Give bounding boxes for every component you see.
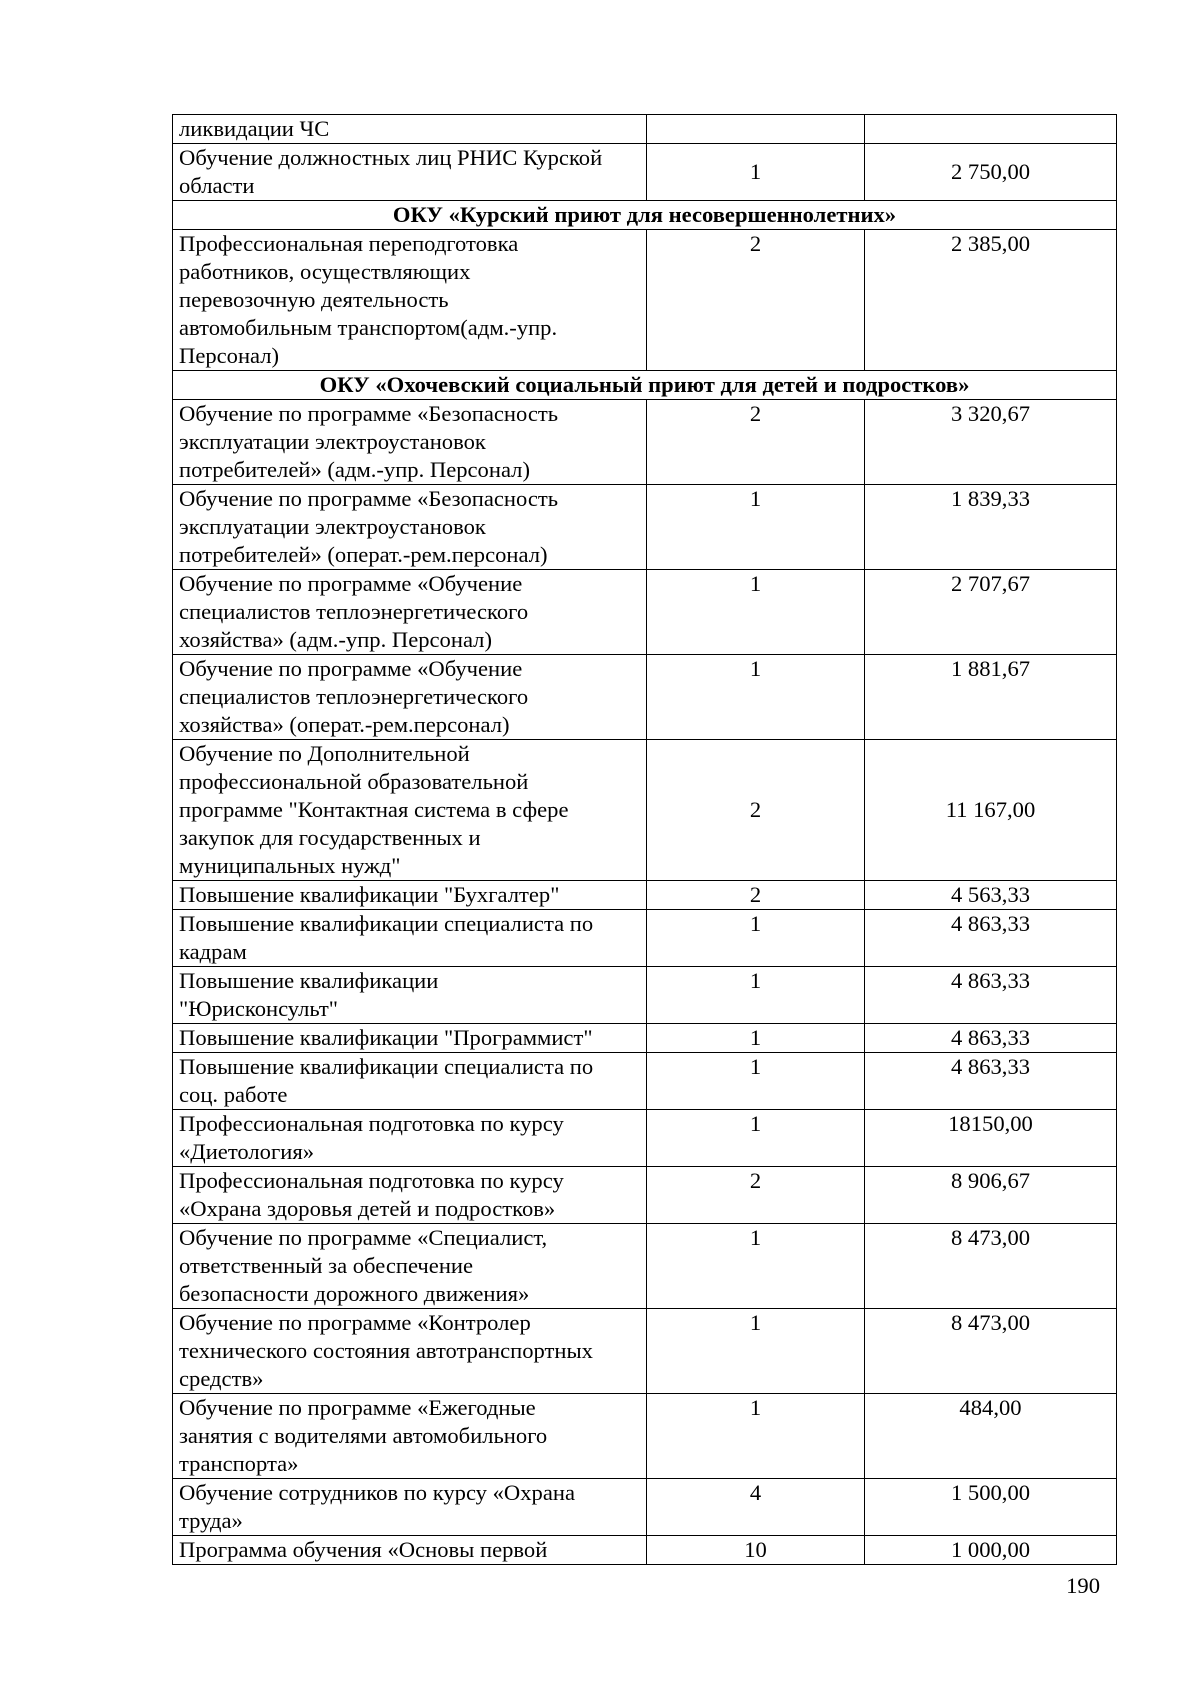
cost-cell: 4 863,33 xyxy=(865,967,1117,1024)
table-row xyxy=(173,1479,1117,1536)
cost-cell: 18150,00 xyxy=(865,1110,1117,1167)
cost-cell: 2 750,00 xyxy=(865,144,1117,201)
table-row xyxy=(173,740,1117,881)
section-title: ОКУ «Курский приют для несовершеннолетних» xyxy=(173,201,1117,230)
participant-count-cell: 1 xyxy=(647,1394,865,1479)
course-name-cell: Обучение должностных лиц РНИС Курской области xyxy=(173,144,647,201)
participant-count-cell: 2 xyxy=(647,881,865,910)
course-name-cell: Обучение по программе «Ежегодные занятия с водителями автомобильного транспорта» xyxy=(173,1394,647,1479)
table-row xyxy=(173,144,1117,201)
course-name-cell: ликвидации ЧС xyxy=(173,115,647,144)
course-name-cell: Обучение по программе «Безопасность эксплуатации электроустановок потребителей» (операт.-рем.персонал) xyxy=(173,485,647,570)
table-row xyxy=(173,655,1117,740)
cost-cell: 1 500,00 xyxy=(865,1479,1117,1536)
course-name-cell: Обучение сотрудников по курсу «Охрана труда» xyxy=(173,1479,647,1536)
participant-count-cell: 1 xyxy=(647,1309,865,1394)
course-name-cell: Обучение по программе «Контролер технического состояния автотранспортных средств» xyxy=(173,1309,647,1394)
cost-cell: 4 863,33 xyxy=(865,910,1117,967)
table-row xyxy=(173,967,1117,1024)
table-row xyxy=(173,1053,1117,1110)
participant-count-cell: 4 xyxy=(647,1479,865,1536)
participant-count-cell: 1 xyxy=(647,655,865,740)
participant-count-cell: 1 xyxy=(647,1224,865,1309)
course-name-cell: Обучение по программе «Специалист, ответственный за обеспечение безопасности дорожного движения» xyxy=(173,1224,647,1309)
table-row xyxy=(173,230,1117,371)
course-name-cell: Повышение квалификации "Программист" xyxy=(173,1024,647,1053)
course-name-cell: Повышение квалификации специалиста по кадрам xyxy=(173,910,647,967)
participant-count-cell: 10 xyxy=(647,1536,865,1565)
participant-count-cell xyxy=(647,115,865,144)
table-row xyxy=(173,400,1117,485)
table-row xyxy=(173,1394,1117,1479)
table-row xyxy=(173,1024,1117,1053)
cost-cell: 3 320,67 xyxy=(865,400,1117,485)
course-name-cell: Обучение по Дополнительной профессиональной образовательной программе "Контактная система в сфере закупок для государственных и муниципальных нужд" xyxy=(173,740,647,881)
course-name-cell: Профессиональная подготовка по курсу «Диетология» xyxy=(173,1110,647,1167)
section-title: ОКУ «Охочевский социальный приют для детей и подростков» xyxy=(173,371,1117,400)
cost-cell: 2 707,67 xyxy=(865,570,1117,655)
table-row xyxy=(173,1110,1117,1167)
participant-count-cell: 1 xyxy=(647,1024,865,1053)
cost-cell: 8 473,00 xyxy=(865,1309,1117,1394)
cost-cell: 1 839,33 xyxy=(865,485,1117,570)
cost-cell: 11 167,00 xyxy=(865,740,1117,881)
table-row xyxy=(173,1536,1117,1565)
course-name-cell: Профессиональная переподготовка работников, осуществляющих перевозочную деятельность автомобильным транспортом(адм.-упр. Персонал) xyxy=(173,230,647,371)
training-costs-table xyxy=(172,114,1117,1565)
table-row xyxy=(173,485,1117,570)
course-name-cell: Обучение по программе «Обучение специалистов теплоэнергетического хозяйства» (операт.-рем.персонал) xyxy=(173,655,647,740)
cost-cell: 1 000,00 xyxy=(865,1536,1117,1565)
participant-count-cell: 1 xyxy=(647,910,865,967)
participant-count-cell: 1 xyxy=(647,570,865,655)
section-header-row xyxy=(173,201,1117,230)
cost-cell: 484,00 xyxy=(865,1394,1117,1479)
table-row xyxy=(173,1167,1117,1224)
participant-count-cell: 1 xyxy=(647,1110,865,1167)
table-body xyxy=(173,115,1117,1565)
table-row xyxy=(173,910,1117,967)
course-name-cell: Программа обучения «Основы первой xyxy=(173,1536,647,1565)
participant-count-cell: 2 xyxy=(647,400,865,485)
cost-cell: 2 385,00 xyxy=(865,230,1117,371)
participant-count-cell: 1 xyxy=(647,967,865,1024)
course-name-cell: Повышение квалификации "Юрисконсульт" xyxy=(173,967,647,1024)
course-name-cell: Повышение квалификации "Бухгалтер" xyxy=(173,881,647,910)
cost-cell: 8 473,00 xyxy=(865,1224,1117,1309)
participant-count-cell: 1 xyxy=(647,1053,865,1110)
cost-cell: 1 881,67 xyxy=(865,655,1117,740)
cost-cell: 4 863,33 xyxy=(865,1053,1117,1110)
participant-count-cell: 1 xyxy=(647,485,865,570)
cost-cell xyxy=(865,115,1117,144)
table-row xyxy=(173,881,1117,910)
course-name-cell: Обучение по программе «Обучение специалистов теплоэнергетического хозяйства» (адм.-упр. Персонал) xyxy=(173,570,647,655)
cost-cell: 4 563,33 xyxy=(865,881,1117,910)
participant-count-cell: 1 xyxy=(647,144,865,201)
table-row xyxy=(173,115,1117,144)
course-name-cell: Обучение по программе «Безопасность эксплуатации электроустановок потребителей» (адм.-упр. Персонал) xyxy=(173,400,647,485)
table-row xyxy=(173,1309,1117,1394)
course-name-cell: Профессиональная подготовка по курсу «Охрана здоровья детей и подростков» xyxy=(173,1167,647,1224)
participant-count-cell: 2 xyxy=(647,230,865,371)
participant-count-cell: 2 xyxy=(647,740,865,881)
course-name-cell: Повышение квалификации специалиста по соц. работе xyxy=(173,1053,647,1110)
cost-cell: 4 863,33 xyxy=(865,1024,1117,1053)
table-row xyxy=(173,570,1117,655)
page-number: 190 xyxy=(1066,1573,1100,1598)
table-row xyxy=(173,1224,1117,1309)
section-header-row xyxy=(173,371,1117,400)
participant-count-cell: 2 xyxy=(647,1167,865,1224)
cost-cell: 8 906,67 xyxy=(865,1167,1117,1224)
